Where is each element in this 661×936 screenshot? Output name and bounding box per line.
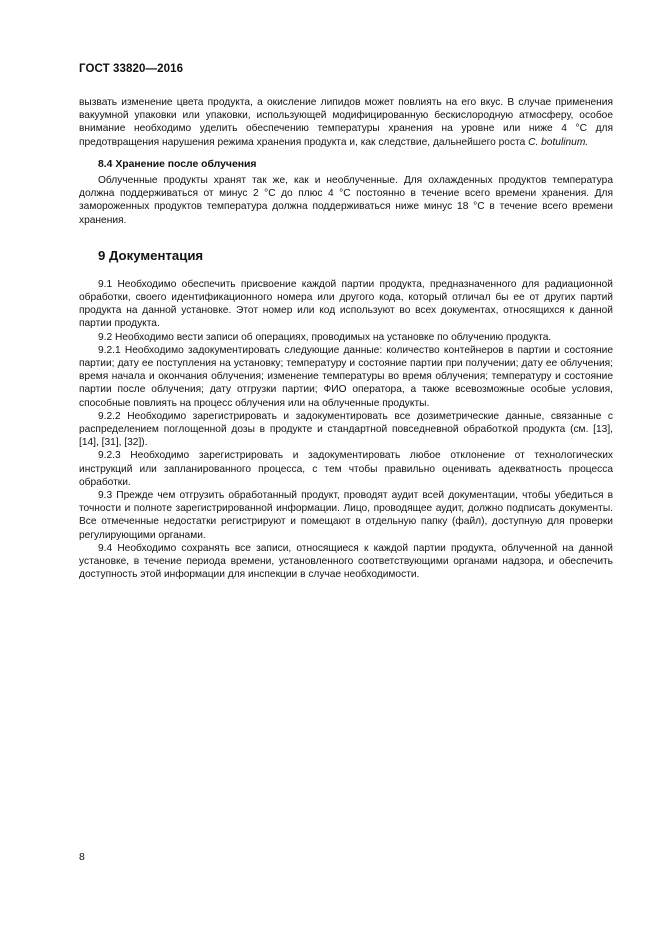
page-content bbox=[79, 96, 613, 582]
paragraph-9-2-1: 9.2.1 Необходимо задокументировать следующие данные: количество контейнеров в партии и состояние партии; дату ее поступления на установку; температуру и состояние партии при получении; дату ее облучения; время начала и окончания облучения; изменение температуры во время облучения; температуру и состояние партии после облучения; дату отгрузки партии; ФИО оператора, а также всевозможные особые условия, способные повлиять на процесс облучения или на облученные продукты. bbox=[79, 344, 613, 409]
paragraph-9-1: 9.1 Необходимо обеспечить присвоение каждой партии продукта, предназначенного для радиационной обработки, своего идентификационного номера или другого кода, который отличал бы ее от других партий продукта на данной установке. Этот номер или код используют во всех документах, относящихся к данной партии продукта. bbox=[79, 278, 613, 330]
standard-header: ГОСТ 33820—2016 bbox=[79, 63, 184, 75]
paragraph-9-2-3: 9.2.3 Необходимо зарегистрировать и задокументировать любое отклонение от технологических инструкций или запланированного процесса, с тем чтобы правильно оценивать адекватность процесса обработки. bbox=[79, 450, 613, 488]
paragraph-9-2: 9.2 Необходимо вести записи об операциях, проводимых на установке по облучению продукта. bbox=[98, 331, 552, 343]
paragraph-9-4: 9.4 Необходимо сохранять все записи, относящиеся к каждой партии продукта, облученной на данной установке, в течение периода времени, установленного соответствующими органами надзора, и обеспечить доступность этой информации для инспекции в случае необходимости. bbox=[79, 542, 613, 581]
paragraph-9-2-2: 9.2.2 Необходимо зарегистрировать и задокументировать все дозиметрические данные, связанные с распределением поглощенной дозы в продукте и стандартной повседневной обработкой продукта (см. [13], [14], [31], [32]). bbox=[79, 410, 613, 449]
organism-name: C. botulinum. bbox=[528, 136, 589, 148]
page-number: 8 bbox=[79, 851, 85, 863]
paragraph-9-3: 9.3 Прежде чем отгрузить обработанный продукт, проводят аудит всей документации, чтобы убедиться в точности и полноте зарегистрированной информации. Лицо, проводящее аудит, должно подписать документы. Все отмеченные недостатки регистрируют и помещают в отдельную папку (файл), доступную для проверки регулирующими органами. bbox=[79, 490, 613, 541]
intro-text: вызвать изменение цвета продукта, а окисление липидов может повлиять на его вкус. В случае применения вакуумной упаковки или упаковки, использующей модифицированную бескислородную атмосферу, особое внимание необходимо уделить обеспечению температуры хранения на уровне или ниже 4 °С для предотвращения нарушения режима хранения продукта и, как следствие, дальнейшего роста bbox=[79, 97, 613, 148]
section-8-4-heading: 8.4 Хранение после облучения bbox=[98, 158, 257, 170]
section-8-4-text: Облученные продукты хранят так же, как и необлученные. Для охлажденных продуктов температура должна поддерживаться от минус 2 °С до плюс 4 °С постоянно в течение всего времени хранения. Для замороженных продуктов температура должна поддерживаться ниже минус 18 °С в течение всего времени хранения. bbox=[79, 175, 613, 226]
section-9-heading: 9 Документация bbox=[98, 247, 204, 263]
intro-paragraph bbox=[79, 96, 613, 149]
